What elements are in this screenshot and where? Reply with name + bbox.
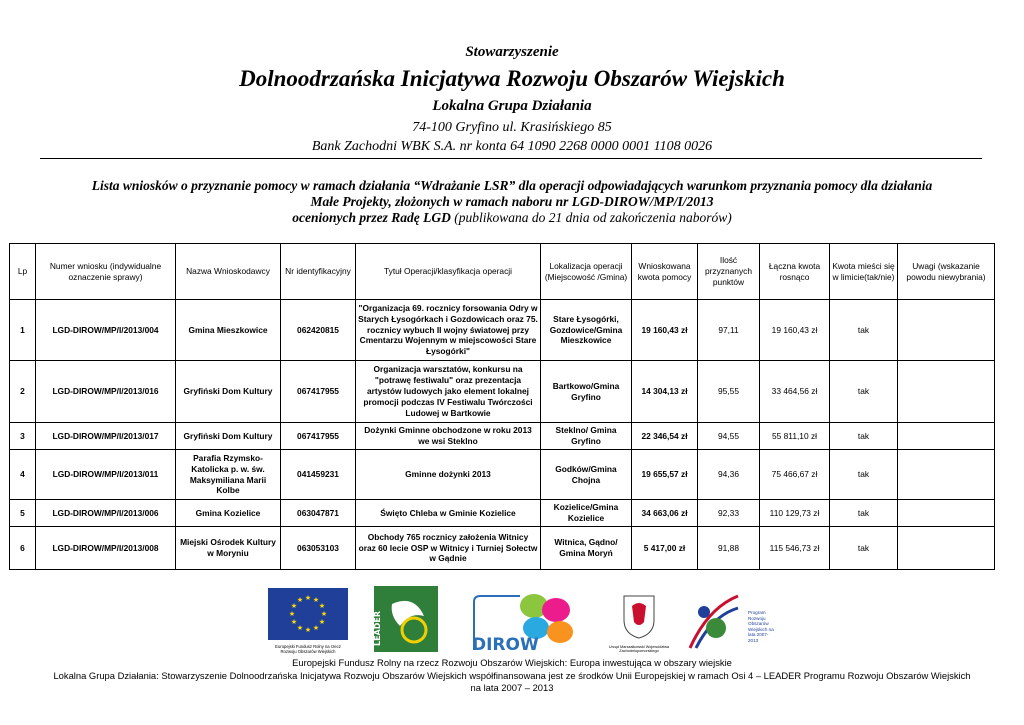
eu-caption: Europejski Fundusz Rolny na rzecz Rozwoju Obszarów Wiejskich: [275, 644, 341, 654]
cell-nr: 041459231: [281, 450, 356, 500]
cell-punkty: 92,33: [698, 500, 760, 527]
cell-nr: 067417955: [281, 423, 356, 450]
list-title-line3: [20, 210, 1004, 226]
cell-limit: tak: [830, 423, 898, 450]
list-title-line3-bold: ocenionych przez Radę LGD: [292, 210, 451, 225]
cell-lp: 3: [10, 423, 36, 450]
cell-lokalizacja: Kozielice/Gmina Kozielice: [541, 500, 632, 527]
table-row: [10, 300, 995, 361]
cell-kwota: 5 417,00 zł: [632, 527, 698, 570]
table-row: [10, 500, 995, 527]
svg-text:★: ★: [320, 610, 328, 618]
svg-text:★: ★: [296, 624, 304, 632]
col-uwagi: Uwagi (wskazanie powodu niewybrania): [898, 244, 995, 300]
table-row: [10, 450, 995, 500]
col-lp: Lp: [10, 244, 36, 300]
svg-text:★: ★: [288, 610, 296, 618]
svg-text:★: ★: [318, 618, 326, 626]
col-lokalizacja: Lokalizacja operacji (Miejscowość /Gmina): [541, 244, 632, 300]
cell-nazwa: Gmina Mieszkowice: [176, 300, 281, 361]
svg-text:★: ★: [290, 602, 298, 610]
col-tytul: Tytuł Operacji/klasyfikacja operacji: [356, 244, 541, 300]
cell-lokalizacja: Witnica, Gądno/ Gmina Moryń: [541, 527, 632, 570]
address: 74-100 Gryfino ul. Krasińskiego 85: [412, 120, 612, 135]
cell-laczna: 75 466,67 zł: [760, 450, 830, 500]
bank-account: Bank Zachodni WBK S.A. nr konta 64 1090 2268 0000 0001 1108 0026: [311, 139, 713, 154]
cell-kwota: 34 663,06 zł: [632, 500, 698, 527]
cell-punkty: 94,55: [698, 423, 760, 450]
footer-line2: Lokalna Grupa Działania: Stowarzyszenie Dolnoodrzańska Inicjatywa Rozwoju Obszarów Wiejskich współfinansowana jest ze środków Unii Europejskiej w ramach Osi 4 – LEADER Programu Rozwoju Obszarów Wiejskich: [53, 670, 971, 681]
cell-uwagi: [898, 361, 995, 423]
leader-icon: [374, 586, 438, 652]
cell-nazwa: Gryfiński Dom Kultury: [176, 423, 281, 450]
prow-icon: [686, 588, 742, 652]
cell-punkty: 95,55: [698, 361, 760, 423]
cell-lokalizacja: Godków/Gmina Chojna: [541, 450, 632, 500]
dirow-icon: [466, 588, 582, 654]
table-row: [10, 527, 995, 570]
cell-laczna: 110 129,73 zł: [760, 500, 830, 527]
griffin-shield-icon: [604, 592, 674, 640]
cell-kwota: 19 655,57 zł: [632, 450, 698, 500]
eu-flag-logo: [268, 588, 348, 653]
table-row: [10, 423, 995, 450]
footer-line1: Europejski Fundusz Rolny na rzecz Rozwoju Obszarów Wiejskich: Europa inwestująca w obszary wiejskie: [292, 657, 732, 668]
urzad-caption: Urząd Marszałkowski Województwa Zachodniopomorskiego: [608, 645, 670, 654]
cell-tytul: Organizacja warsztatów, konkursu na "potrawę festiwalu" oraz prezentacja artystów ludowych jako element lokalnej promocji podczas IV Festiwalu Twórczości Ludowej w Bartkowie: [356, 361, 541, 423]
cell-numer: LGD-DIROW/MP/I/2013/006: [36, 500, 176, 527]
cell-nazwa: Gryfiński Dom Kultury: [176, 361, 281, 423]
cell-limit: tak: [830, 361, 898, 423]
cell-uwagi: [898, 500, 995, 527]
applications-table: [9, 243, 995, 570]
prow-logo: [686, 588, 776, 654]
cell-lp: 5: [10, 500, 36, 527]
svg-text:★: ★: [318, 602, 326, 610]
svg-text:★: ★: [304, 594, 312, 602]
lgd-label: Lokalna Grupa Działania: [432, 98, 592, 114]
cell-numer: LGD-DIROW/MP/I/2013/017: [36, 423, 176, 450]
col-punkty: Ilość przyznanych punktów: [698, 244, 760, 300]
cell-lp: 1: [10, 300, 36, 361]
footer-line3: na lata 2007 – 2013: [470, 682, 554, 693]
cell-numer: LGD-DIROW/MP/I/2013/016: [36, 361, 176, 423]
cell-laczna: 19 160,43 zł: [760, 300, 830, 361]
cell-nazwa: Miejski Ośrodek Kultury w Moryniu: [176, 527, 281, 570]
col-limit: Kwota mieści się w limicie(tak/nie): [830, 244, 898, 300]
dirow-logo: [466, 588, 582, 654]
cell-numer: LGD-DIROW/MP/I/2013/011: [36, 450, 176, 500]
logo-strip: [0, 586, 1024, 656]
svg-text:★: ★: [290, 618, 298, 626]
cell-limit: tak: [830, 300, 898, 361]
cell-numer: LGD-DIROW/MP/I/2013/008: [36, 527, 176, 570]
header-divider: [40, 158, 982, 159]
cell-nazwa: Parafia Rzymsko-Katolicka p. w. św. Maksymiliana Marii Kolbe: [176, 450, 281, 500]
cell-tytul: Gminne dożynki 2013: [356, 450, 541, 500]
leader-text: LEADER: [373, 610, 382, 646]
cell-nr: 062420815: [281, 300, 356, 361]
cell-nazwa: Gmina Kozielice: [176, 500, 281, 527]
svg-text:★: ★: [304, 626, 312, 634]
cell-lp: 4: [10, 450, 36, 500]
eu-flag-icon: [268, 588, 348, 640]
col-laczna: Łączna kwota rosnąco: [760, 244, 830, 300]
list-title-line1: Lista wniosków o przyznanie pomocy w ramach działania “Wdrażanie LSR” dla operacji odpowiadających warunkom przyznania pomocy dla działania: [91, 178, 933, 193]
cell-numer: LGD-DIROW/MP/I/2013/004: [36, 300, 176, 361]
leader-logo: [374, 586, 438, 652]
svg-text:★: ★: [312, 624, 320, 632]
svg-text:★: ★: [296, 596, 304, 604]
table-header-row: [10, 244, 995, 300]
cell-nr: 063047871: [281, 500, 356, 527]
cell-tytul: "Organizacja 69. rocznicy forsowania Odry w Starych Łysogórkach i Gozdowicach oraz 75. rocznicy wybuch II wojny światowej przy Cmentarzu Wojennym w miejscowości Stare Łysogórki": [356, 300, 541, 361]
col-nr: Nr identyfikacyjny: [281, 244, 356, 300]
cell-lp: 2: [10, 361, 36, 423]
cell-limit: tak: [830, 450, 898, 500]
cell-nr: 067417955: [281, 361, 356, 423]
cell-lp: 6: [10, 527, 36, 570]
list-title-line3-note: (publikowana do 21 dnia od zakończenia naborów): [450, 210, 732, 225]
cell-uwagi: [898, 450, 995, 500]
cell-limit: tak: [830, 500, 898, 527]
cell-tytul: Święto Chleba w Gminie Kozielice: [356, 500, 541, 527]
cell-lokalizacja: Stare Łysogórki, Gozdowice/Gmina Mieszkowice: [541, 300, 632, 361]
cell-tytul: Obchody 765 rocznicy założenia Witnicy oraz 60 lecie OSP w Witnicy i Turniej Sołectw w Gądnie: [356, 527, 541, 570]
cell-limit: tak: [830, 527, 898, 570]
col-kwota: Wnioskowana kwota pomocy: [632, 244, 698, 300]
cell-kwota: 19 160,43 zł: [632, 300, 698, 361]
cell-uwagi: [898, 527, 995, 570]
cell-punkty: 94,36: [698, 450, 760, 500]
cell-tytul: Dożynki Gminne obchodzone w roku 2013 we wsi Steklno: [356, 423, 541, 450]
cell-punkty: 91,88: [698, 527, 760, 570]
col-numer: Numer wniosku (indywidualne oznaczenie sprawy): [36, 244, 176, 300]
dirow-text: DIROW: [472, 635, 539, 655]
cell-kwota: 22 346,54 zł: [632, 423, 698, 450]
list-title-line2: Małe Projekty, złożonych w ramach naboru nr LGD-DIROW/MP/I/2013: [310, 194, 714, 209]
cell-lokalizacja: Bartkowo/Gmina Gryfino: [541, 361, 632, 423]
cell-uwagi: [898, 300, 995, 361]
cell-lokalizacja: Steklno/ Gmina Gryfino: [541, 423, 632, 450]
prow-caption: Program Rozwoju Obszarów Wiejskich na lata 2007-2013: [748, 610, 774, 643]
cell-uwagi: [898, 423, 995, 450]
svg-text:★: ★: [312, 596, 320, 604]
cell-laczna: 55 811,10 zł: [760, 423, 830, 450]
cell-kwota: 14 304,13 zł: [632, 361, 698, 423]
cell-laczna: 115 546,73 zł: [760, 527, 830, 570]
cell-laczna: 33 464,56 zł: [760, 361, 830, 423]
urzad-logo: [604, 592, 674, 654]
table-row: [10, 361, 995, 423]
cell-punkty: 97,11: [698, 300, 760, 361]
cell-nr: 063053103: [281, 527, 356, 570]
org-title: Dolnoodrzańska Inicjatywa Rozwoju Obszarów Wiejskich: [239, 66, 785, 91]
col-nazwa: Nazwa Wnioskodawcy: [176, 244, 281, 300]
org-label: Stowarzyszenie: [465, 44, 559, 60]
